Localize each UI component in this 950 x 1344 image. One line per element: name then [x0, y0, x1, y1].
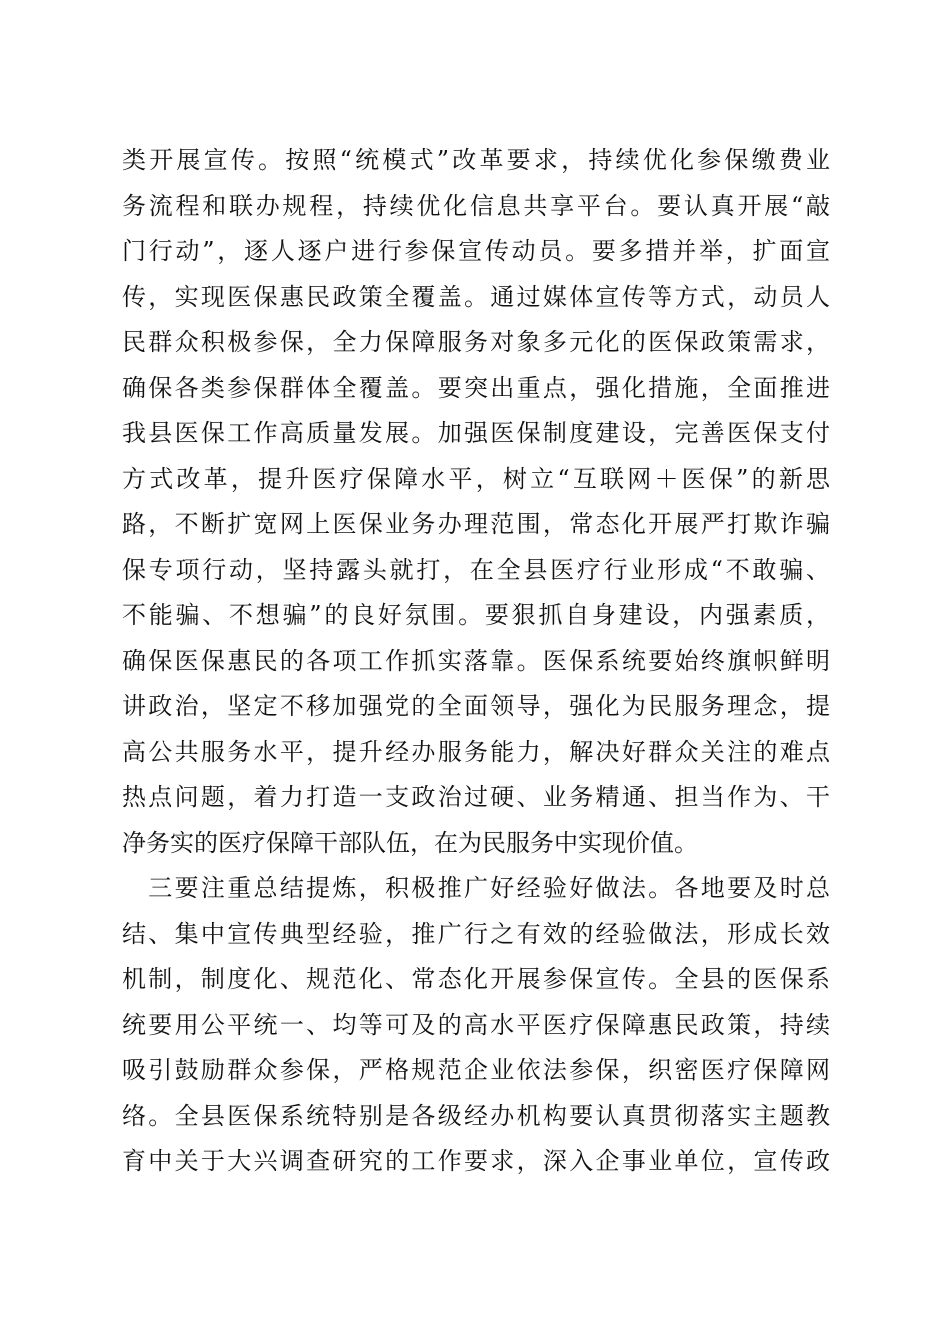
text-line: 讲政治，坚定不移加强党的全面领导，强化为民服务理念，提 [122, 692, 830, 720]
text-line: 路，不断扩宽网上医保业务办理范围，常态化开展严打欺诈骗 [122, 510, 830, 538]
text-line: 热点问题，着力打造一支政治过硬、业务精通、担当作为、干 [122, 783, 830, 811]
text-line: 确保医保惠民的各项工作抓实落靠。医保系统要始终旗帜鲜明 [122, 646, 830, 675]
text-line: 传，实现医保惠民政策全覆盖。通过媒体宣传等方式，动员人 [122, 282, 830, 311]
text-line: 门行动”，逐人逐户进行参保宣传动员。要多措并举，扩面宣 [122, 237, 830, 265]
text-line: 结、集中宣传典型经验，推广行之有效的经验做法，形成长效 [122, 919, 830, 948]
paragraph-start-line: 三要注重总结提炼，积极推广好经验好做法。各地要及时总 [122, 874, 830, 902]
body-text [122, 138, 830, 1185]
text-line: 我县医保工作高质量发展。加强医保制度建设，完善医保支付 [122, 419, 830, 447]
text-line: 确保各类参保群体全覆盖。要突出重点，强化措施，全面推进 [122, 373, 830, 402]
text-line: 务流程和联办规程，持续优化信息共享平台。要认真开展“敲 [122, 191, 830, 220]
text-line: 方式改革，提升医疗保障水平，树立“互联网＋医保”的新思 [122, 464, 830, 493]
text-line: 统要用公平统一、均等可及的高水平医疗保障惠民政策，持续 [122, 1010, 830, 1039]
text-line: 不能骗、不想骗”的良好氛围。要狠抓自身建设，内强素质， [122, 601, 830, 629]
text-line: 高公共服务水平，提升经办服务能力，解决好群众关注的难点 [122, 737, 830, 766]
text-line: 保专项行动，坚持露头就打，在全县医疗行业形成“不敢骗、 [122, 555, 830, 584]
text-line: 类开展宣传。按照“统模式”改革要求，持续优化参保缴费业 [122, 146, 830, 174]
text-line: 机制，制度化、规范化、常态化开展参保宣传。全县的医保系 [122, 965, 830, 993]
text-line: 络。全县医保系统特别是各级经办机构要认真贯彻落实主题教 [122, 1101, 830, 1130]
text-line: 育中关于大兴调查研究的工作要求，深入企事业单位，宣传政 [122, 1147, 830, 1175]
text-line: 吸引鼓励群众参保，严格规范企业依法参保，织密医疗保障网 [122, 1056, 830, 1084]
paragraph-end-line: 净务实的医疗保障干部队伍，在为民服务中实现价值。 [122, 828, 698, 857]
text-line: 民群众积极参保，全力保障服务对象多元化的医保政策需求， [122, 328, 830, 356]
